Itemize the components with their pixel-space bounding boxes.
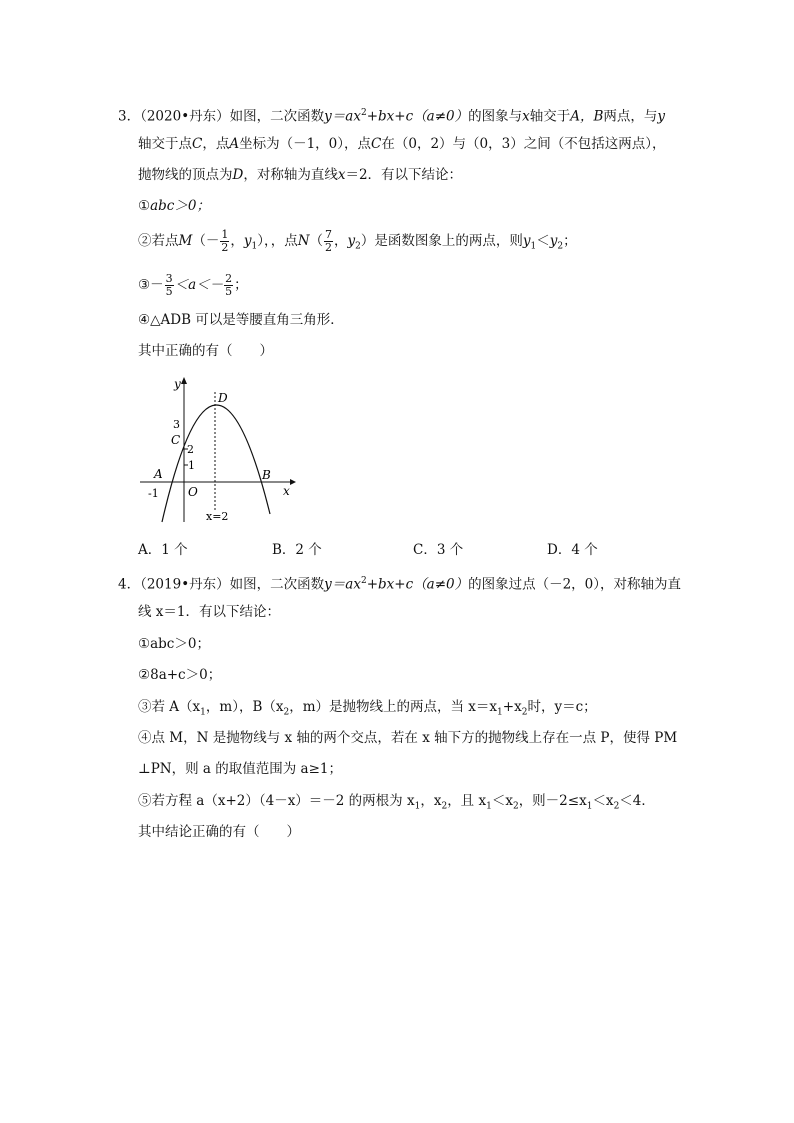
q4-text: ＜x	[491, 793, 513, 809]
q3-text: 是函数图象上的两点，则	[374, 233, 523, 249]
q3-var: x	[337, 167, 346, 183]
q3-eq-b: +bx+c（a≠0）	[366, 108, 469, 125]
q4-conclusion-5	[138, 791, 655, 817]
subscript: 2	[283, 707, 290, 718]
q3-var: A	[229, 136, 240, 152]
q3-var: A，B	[570, 108, 604, 125]
subscript: 2	[441, 801, 448, 812]
q4-text: +x	[502, 699, 522, 715]
label-D: D	[218, 391, 228, 405]
q4-eq-a: y＝ax	[324, 576, 361, 593]
q3-var: M	[178, 233, 193, 249]
q3-var: y	[549, 233, 558, 249]
circled-number: ③	[138, 277, 151, 293]
numerator: 1	[221, 228, 229, 241]
q3-text: 轴交于点	[138, 136, 192, 152]
q3-text: ；	[563, 233, 577, 249]
q3-text: ）	[360, 233, 375, 249]
subscript: 1	[251, 241, 258, 252]
q4-text: ＜4．	[619, 793, 655, 809]
choice-a[interactable]: A．1 个	[138, 542, 188, 558]
q3-text: ＝2．有以下结论：	[345, 167, 463, 183]
q3-text: △ADB 可以是等腰直角三角形．	[150, 312, 344, 328]
label-x: x	[283, 484, 290, 498]
q3-text: ＜	[536, 233, 550, 249]
q3-ask	[138, 341, 273, 361]
y-axis-arrow	[181, 377, 187, 384]
q4-text: 如图，二次函数	[229, 576, 325, 593]
denominator: 5	[165, 285, 173, 298]
numerator: 3	[165, 272, 173, 285]
q4-text: ，m）是抛物线上的两点，当 x＝x	[289, 699, 498, 715]
denominator: 2	[325, 241, 333, 254]
fraction	[224, 273, 233, 298]
numerator: 2	[225, 272, 233, 285]
circled-number: ④	[138, 312, 151, 328]
q3-line1	[118, 103, 665, 127]
q3-var: y	[243, 233, 252, 249]
subscript: 2	[512, 801, 519, 812]
q3-text: ），	[257, 233, 271, 249]
q3-var: N	[297, 233, 310, 249]
q3-text: 如图，二次函数	[229, 108, 325, 125]
subscript: 1	[586, 801, 593, 812]
q3-text: 两点，与	[603, 108, 658, 125]
q4-text: ，且 x	[447, 793, 487, 809]
label-1: 1	[188, 459, 195, 472]
q3-var: x	[522, 108, 530, 125]
denominator: 2	[221, 241, 229, 254]
q3-var: y	[657, 108, 666, 125]
q3-line3	[138, 165, 462, 185]
q4-text: ③若 A（x	[138, 699, 201, 715]
label-y: y	[174, 377, 181, 391]
label-A: A	[154, 467, 163, 481]
q4-conclusion-1: ①abc＞0；	[138, 636, 210, 652]
numerator: 7	[325, 228, 333, 241]
subscript: 1	[486, 801, 492, 812]
label-O: O	[188, 485, 198, 499]
q3-text: （	[309, 233, 324, 249]
q3-var: C	[192, 136, 203, 152]
subscript: 2	[557, 241, 564, 252]
label-2: 2	[187, 443, 194, 456]
q4-conclusion-3	[138, 697, 597, 723]
q3-text: ，	[230, 233, 244, 249]
subscript: 1	[200, 707, 206, 718]
q4-number: 4．	[118, 576, 141, 593]
q3-var: y	[347, 233, 356, 249]
circled-number: ②	[138, 233, 152, 249]
subscript: 1	[414, 801, 421, 812]
q4-conclusion-4b: ⊥PN，则 a 的取值范围为 a≥1；	[138, 761, 342, 777]
q4-ask: 其中结论正确的有（ ）	[138, 824, 300, 840]
q3-var: C	[371, 136, 382, 152]
fraction	[324, 229, 333, 254]
q4-conclusion-4a: ④点 M，N 是抛物线与 x 轴的两个交点，若在 x 轴下方的抛物线上存在一点 P，使得 PM	[138, 730, 678, 746]
circled-number: ①	[138, 198, 151, 214]
q3-conclusion-4	[138, 310, 344, 330]
subscript: 2	[613, 801, 620, 812]
choice-c[interactable]: C．3 个	[413, 542, 464, 558]
subscript: 2	[355, 241, 361, 252]
q4-eq-b: +bx+c（a≠0）	[366, 576, 469, 593]
q3-text: ，点	[202, 136, 230, 152]
q4-text: 时，y＝c；	[527, 699, 597, 715]
q4-text: ，m），B（x	[205, 699, 284, 715]
q3-text: 的图象与	[468, 108, 523, 125]
q3-text: 抛物线的顶点为	[138, 167, 233, 183]
label-axis: x=2	[206, 510, 229, 523]
q3-text: （－	[192, 233, 220, 249]
q4-text: ⑤若方程 a（x+2）（4－x）＝－2 的两根为 x	[138, 793, 415, 809]
q3-text: 坐标为（－1，0），点	[239, 136, 372, 152]
q3-text: 轴交于	[529, 108, 571, 125]
q4-eq-sq: 2	[360, 576, 367, 586]
q3-text: ＜a＜－	[174, 277, 224, 293]
q3-var: D	[232, 167, 244, 183]
q4-line1	[118, 571, 681, 595]
subscript: 1	[530, 241, 537, 252]
q3-eq-sq: 2	[360, 108, 367, 118]
q3-parabola-graph	[140, 372, 300, 532]
q4-text: ，x	[420, 793, 442, 809]
q3-text: ，对称轴为直线	[243, 167, 338, 183]
subscript: 2	[521, 707, 528, 718]
subscript: 1	[497, 707, 503, 718]
q4-source: （2019•丹东）	[140, 576, 230, 593]
q4-text: ＜x	[592, 793, 614, 809]
q3-text: ，点	[270, 233, 298, 249]
q3-conclusion-3	[138, 273, 248, 298]
q4-text: ，则－2≤x	[518, 793, 587, 809]
q3-source: （2020•丹东）	[140, 108, 230, 125]
label-neg1: -1	[148, 487, 159, 500]
x-axis-arrow	[290, 479, 296, 485]
denominator: 5	[225, 285, 233, 298]
q3-number: 3．	[118, 108, 141, 125]
q3-conclusion-2	[138, 229, 577, 257]
q3-text: 若点	[151, 233, 179, 249]
q4-conclusion-2: ②8a+c＞0；	[138, 667, 222, 683]
q3-line2	[138, 134, 665, 154]
label-3: 3	[173, 418, 180, 431]
q3-text: 其中正确的有（ ）	[138, 343, 273, 359]
fraction	[165, 273, 174, 298]
q3-text: 在（0，2）与（0，3）之间（不包括这两点），	[381, 136, 666, 152]
label-B: B	[262, 468, 271, 482]
q3-eq-a: y＝ax	[324, 108, 361, 125]
q4-line2: 线 x＝1．有以下结论：	[138, 604, 280, 620]
choice-d[interactable]: D．4 个	[547, 542, 598, 558]
q4-text: 的图象过点（－2，0），对称轴为直	[468, 576, 682, 593]
q3-text: ，	[334, 233, 348, 249]
q3-var: y	[522, 233, 531, 249]
q3-text: abc＞0；	[150, 198, 210, 214]
q3-text: －	[150, 277, 164, 293]
choice-b[interactable]: B．2 个	[272, 542, 322, 558]
label-C: C	[171, 433, 181, 447]
q3-conclusion-1	[138, 196, 210, 216]
fraction	[220, 229, 229, 254]
q3-text: ；	[234, 277, 248, 293]
